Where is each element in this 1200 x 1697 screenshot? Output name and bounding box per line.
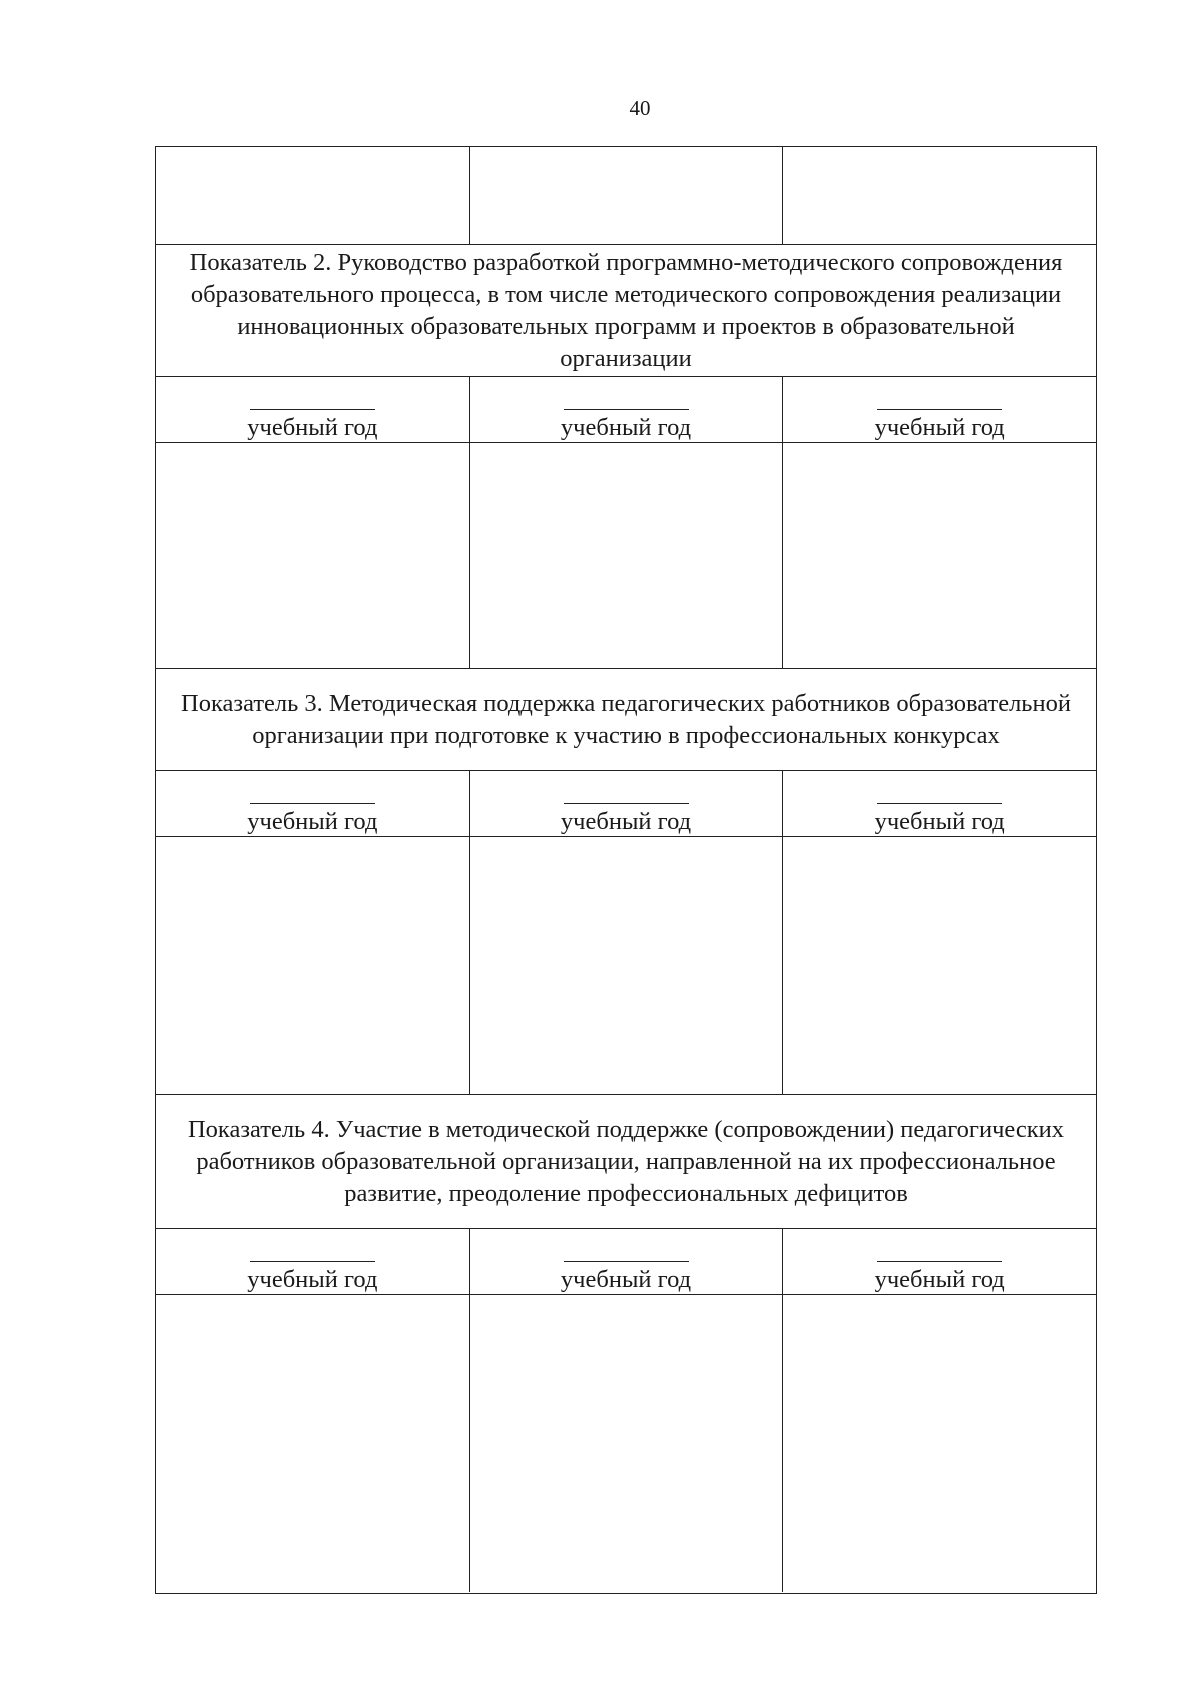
year-blank-line[interactable] xyxy=(564,1261,689,1262)
indicator-title: Показатель 2. Руководство разработкой программно-методического сопровождения образовательного процесса, в том числе методического сопровождения реализации инновационных образовательных программ и проектов в образовательной организации xyxy=(189,248,1063,372)
year-blank-line[interactable] xyxy=(250,803,375,804)
year-header-cell xyxy=(156,1229,470,1294)
year-label: учебный год xyxy=(874,1266,1005,1293)
year-header-row xyxy=(156,771,1096,837)
data-row xyxy=(156,443,1096,669)
table-cell[interactable] xyxy=(470,147,784,244)
year-blank-line[interactable] xyxy=(877,803,1002,804)
data-row xyxy=(156,837,1096,1095)
year-label: учебный год xyxy=(247,414,378,441)
year-header-cell xyxy=(470,377,784,442)
indicator-title: Показатель 3. Методическая поддержка педагогических работников образовательной организации при подготовке к участию в профессиональных конкурсах xyxy=(181,689,1071,749)
year-blank-line[interactable] xyxy=(877,409,1002,410)
year-header-cell xyxy=(783,1229,1096,1294)
data-row xyxy=(156,1295,1096,1592)
continuation-row xyxy=(156,147,1096,245)
year-label: учебный год xyxy=(560,808,692,835)
table-cell[interactable] xyxy=(783,837,1096,1094)
year-label: учебный год xyxy=(560,1266,692,1293)
year-blank-line[interactable] xyxy=(564,803,689,804)
year-blank-line[interactable] xyxy=(250,1261,375,1262)
page-number: 40 xyxy=(629,96,651,120)
indicator-row xyxy=(156,1095,1096,1229)
indicator-row xyxy=(156,245,1096,377)
table-cell[interactable] xyxy=(783,1295,1096,1592)
year-label: учебный год xyxy=(874,414,1005,441)
year-label: учебный год xyxy=(247,808,378,835)
year-blank-line[interactable] xyxy=(877,1261,1002,1262)
indicator-row xyxy=(156,669,1096,771)
year-header-cell xyxy=(783,377,1096,442)
year-header-row xyxy=(156,1229,1096,1295)
indicator-title: Показатель 4. Участие в методической поддержке (сопровождении) педагогических работников образовательной организации, направленной на их профессиональное развитие, преодоление профессиональных дефицитов xyxy=(187,1115,1065,1207)
table-cell[interactable] xyxy=(470,837,784,1094)
year-header-cell xyxy=(470,1229,784,1294)
table-cell[interactable] xyxy=(470,443,784,668)
year-blank-line[interactable] xyxy=(564,409,689,410)
table-cell[interactable] xyxy=(156,443,470,668)
table-cell[interactable] xyxy=(470,1295,784,1592)
year-header-cell xyxy=(156,771,470,836)
table-cell[interactable] xyxy=(783,443,1096,668)
year-label: учебный год xyxy=(560,414,692,441)
year-blank-line[interactable] xyxy=(250,409,375,410)
form-table xyxy=(155,146,1097,1594)
year-label: учебный год xyxy=(247,1266,378,1293)
year-header-cell xyxy=(470,771,784,836)
year-label: учебный год xyxy=(874,808,1005,835)
year-header-row xyxy=(156,377,1096,443)
table-cell[interactable] xyxy=(156,147,470,244)
table-cell[interactable] xyxy=(156,837,470,1094)
year-header-cell xyxy=(783,771,1096,836)
year-header-cell xyxy=(156,377,470,442)
table-cell[interactable] xyxy=(156,1295,470,1592)
table-cell[interactable] xyxy=(783,147,1096,244)
